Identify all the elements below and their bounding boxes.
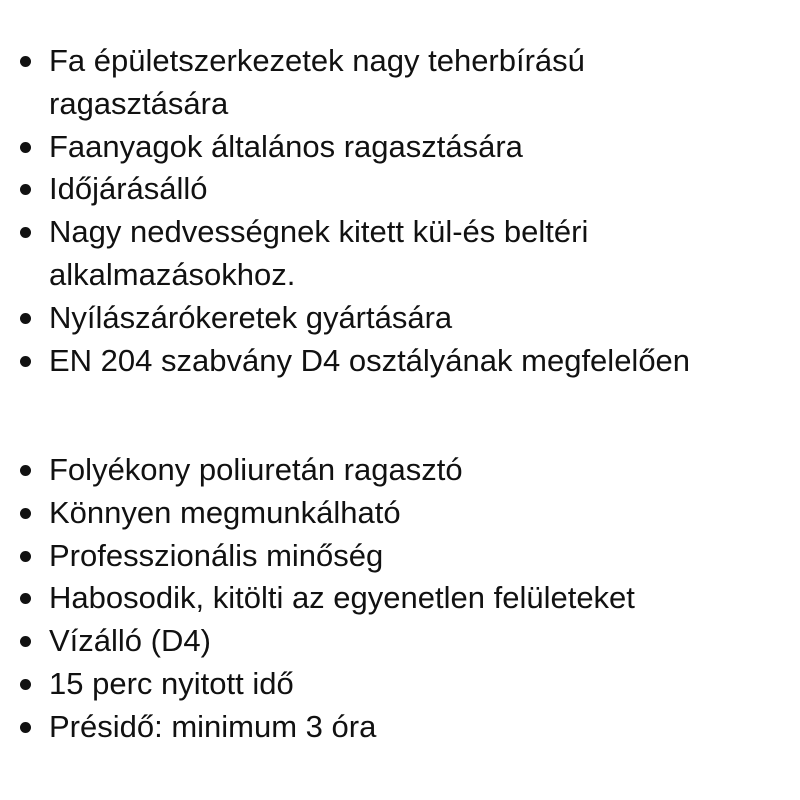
list-item-text: Habosodik, kitölti az egyenetlen felületeket xyxy=(49,580,635,616)
list-item-text: Folyékony poliuretán ragasztó xyxy=(49,452,463,487)
bullet-icon xyxy=(20,184,31,195)
list-item-text: ragasztására xyxy=(49,85,229,121)
bullet-icon xyxy=(20,142,31,153)
list-item xyxy=(0,126,800,169)
list-item xyxy=(0,168,800,211)
list-item xyxy=(0,706,800,749)
list-item-text: Nyílászárókeretek gyártására xyxy=(49,299,453,335)
list-item-text: Fa épületszerkezetek nagy teherbírású xyxy=(49,43,585,78)
list-item-text: 15 perc nyitott idő xyxy=(49,665,294,701)
bullet-icon xyxy=(20,56,31,67)
list-item xyxy=(0,211,800,297)
bullet-icon xyxy=(20,722,31,733)
list-item xyxy=(0,40,800,126)
list-item-text: EN 204 szabvány D4 osztályának megfelelően xyxy=(49,342,691,378)
list-item xyxy=(0,663,800,706)
bullet-icon xyxy=(20,508,31,519)
bullet-icon xyxy=(20,679,31,690)
list-item xyxy=(0,297,800,340)
bullet-icon xyxy=(20,551,31,562)
list-item-text: Időjárásálló xyxy=(49,171,208,207)
list-item-text: Könnyen megmunkálható xyxy=(49,494,401,530)
list-item xyxy=(0,340,800,383)
list-item xyxy=(0,620,800,663)
bullet-icon xyxy=(20,593,31,604)
list-item-text: Professzionális minőség xyxy=(49,537,384,573)
application-list xyxy=(0,40,800,382)
list-item-text: Vízálló (D4) xyxy=(49,623,211,659)
bullet-icon xyxy=(20,356,31,367)
list-item xyxy=(0,577,800,620)
bullet-icon xyxy=(20,636,31,647)
list-item-text: Nagy nedvességnek kitett kül-és beltéri xyxy=(49,214,589,250)
bullet-icon xyxy=(20,227,31,238)
list-item xyxy=(0,535,800,578)
list-item-text: Présidő: minimum 3 óra xyxy=(49,708,377,744)
list-item xyxy=(0,492,800,535)
bullet-icon xyxy=(20,313,31,324)
properties-list xyxy=(0,449,800,749)
list-item-text: alkalmazásokhoz. xyxy=(49,256,296,292)
list-item-text: Faanyagok általános ragasztására xyxy=(49,128,523,164)
bullet-icon xyxy=(20,465,31,476)
list-item xyxy=(0,449,800,492)
